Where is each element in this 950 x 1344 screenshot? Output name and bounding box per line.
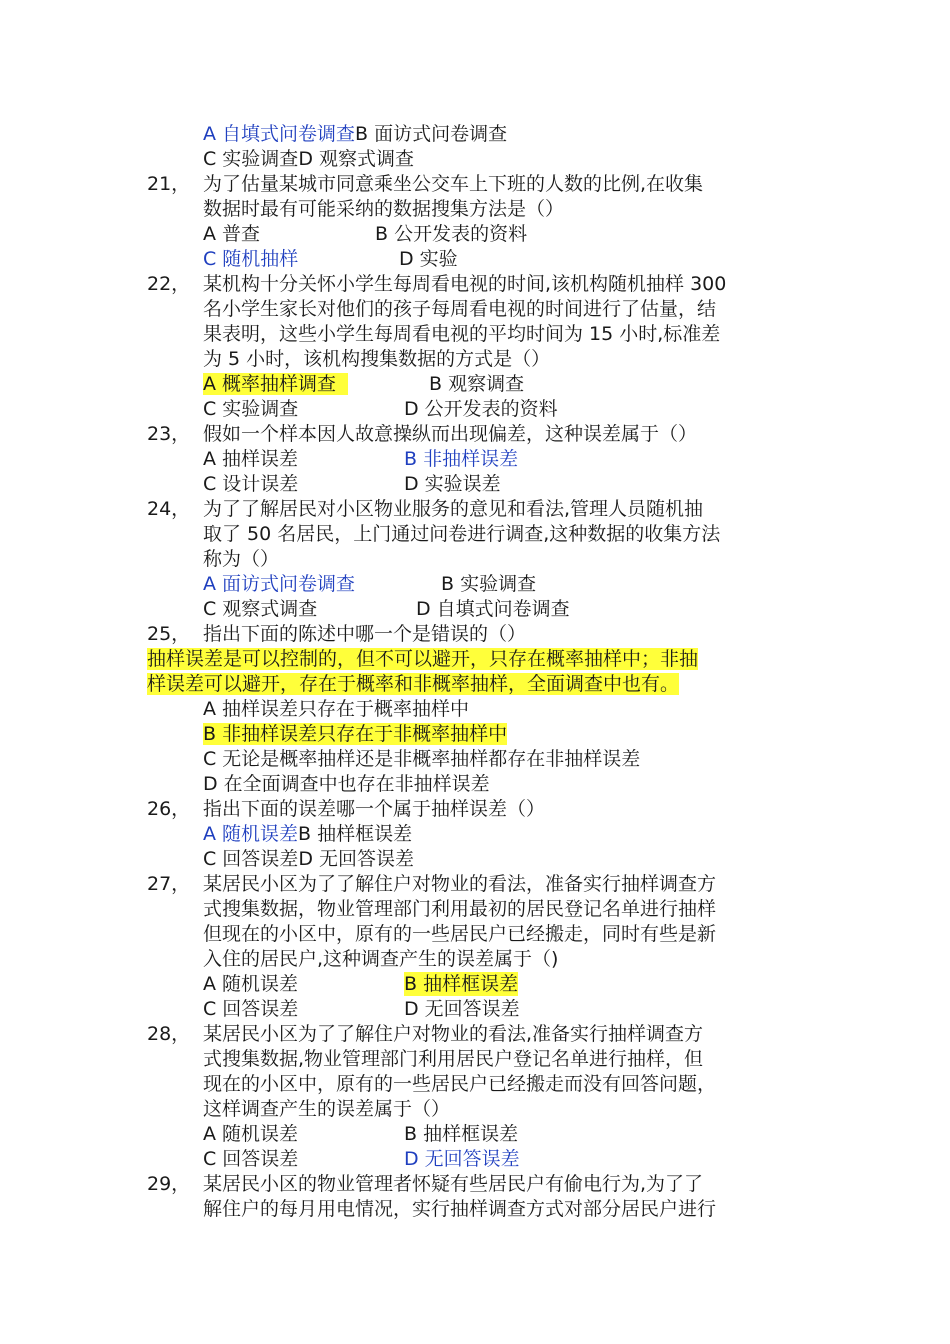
q23-option-a: A 抽样误差 [203, 448, 299, 470]
q25-note-2-text: 样误差可以避开，存在于概率和非概率抽样，全面调查中也有。 [147, 673, 680, 695]
q20-option-c: C 实验调查 [203, 148, 299, 170]
q25-note-1-text: 抽样误差是可以控制的，但不可以避开，只存在概率抽样中；非抽 [147, 648, 699, 670]
q26-option-row-ab [203, 822, 412, 846]
q22-number: 22， [147, 273, 191, 295]
q29-number: 29， [147, 1173, 191, 1195]
q20-option-row-ab [203, 122, 507, 146]
q28-option-d: D 无回答误差 [404, 1148, 520, 1170]
q27-number: 27， [147, 873, 191, 895]
q24-text-2: 取了 50 名居民，上门通过问卷进行调查,这种数据的收集方法 [203, 523, 721, 545]
q24-text-1: 为了了解居民对小区物业服务的意见和看法,管理人员随机抽 [203, 498, 704, 520]
q25-text-1: 指出下面的陈述中哪一个是错误的（） [203, 623, 527, 645]
q28-option-b: B 抽样框误差 [404, 1123, 519, 1145]
q23-option-b: B 非抽样误差 [404, 448, 519, 470]
q21-number: 21， [147, 173, 191, 195]
q25-option-b-row [203, 722, 507, 746]
q27-option-a: A 随机误差 [203, 973, 299, 995]
q20-option-row-cd [203, 147, 414, 171]
q23-number: 23， [147, 423, 191, 445]
q23-option-d: D 实验误差 [404, 473, 501, 495]
q28-text-2: 式搜集数据,物业管理部门利用居民户登记名单进行抽样，但 [203, 1048, 704, 1070]
q25-option-c: C 无论是概率抽样还是非概率抽样都存在非抽样误差 [203, 748, 641, 770]
q24-option-c: C 观察式调查 [203, 598, 318, 620]
q27-option-c: C 回答误差 [203, 998, 299, 1020]
q22-option-a: A 概率抽样调查 [203, 373, 348, 395]
q26-option-row-cd [203, 847, 414, 871]
q26-option-b: B 抽样框误差 [298, 823, 413, 845]
q21-text-2: 数据时最有可能采纳的数据搜集方法是（） [203, 198, 565, 220]
q27-option-row-ab [203, 972, 519, 996]
q28-option-row-ab [203, 1122, 519, 1146]
q22-option-row-cd [203, 397, 558, 421]
q25-note-1 [147, 647, 698, 671]
q22-option-row-ab [203, 372, 525, 396]
q24-option-d: D 自填式问卷调查 [416, 598, 570, 620]
q26-number: 26， [147, 798, 191, 820]
q28-option-c: C 回答误差 [203, 1148, 299, 1170]
q23-option-row-cd [203, 472, 501, 496]
q25-option-d: D 在全面调查中也存在非抽样误差 [203, 773, 490, 795]
q20-option-d: D 观察式调查 [298, 148, 414, 170]
q24-option-a: A 面访式问卷调查 [203, 573, 356, 595]
q27-text-4: 入住的居民户,这种调查产生的误差属于（) [203, 948, 559, 970]
q22-option-c: C 实验调查 [203, 398, 299, 420]
q27-text-3: 但现在的小区中，原有的一些居民户已经搬走，同时有些是新 [203, 923, 717, 945]
q20-option-a: A 自填式问卷调查 [203, 123, 356, 145]
q22-text-4: 为 5 小时，该机构搜集数据的方式是（） [203, 348, 551, 370]
q23-option-c: C 设计误差 [203, 473, 299, 495]
q23-text-1: 假如一个样本因人故意操纵而出现偏差，这种误差属于（） [203, 423, 698, 445]
q28-option-row-cd [203, 1147, 520, 1171]
q22-text-1: 某机构十分关怀小学生每周看电视的时间,该机构随机抽样 300 [203, 273, 727, 295]
q21-option-d: D 实验 [399, 248, 458, 270]
q21-option-c: C 随机抽样 [203, 248, 299, 270]
q25-note-2 [147, 672, 679, 696]
q26-text-1: 指出下面的误差哪一个属于抽样误差（） [203, 798, 546, 820]
q25-number: 25， [147, 623, 191, 645]
q22-text-3: 果表明，这些小学生每周看电视的平均时间为 15 小时,标准差 [203, 323, 721, 345]
q26-option-d: D 无回答误差 [298, 848, 414, 870]
q21-option-b: B 公开发表的资料 [375, 223, 528, 245]
q24-text-3: 称为（） [203, 548, 280, 570]
q24-number: 24， [147, 498, 191, 520]
q28-number: 28， [147, 1023, 191, 1045]
q21-option-a: A 普查 [203, 223, 261, 245]
q27-option-b: B 抽样框误差 [404, 973, 519, 995]
q21-text-1: 为了估量某城市同意乘坐公交车上下班的人数的比例,在收集 [203, 173, 704, 195]
q29-text-2: 解住户的每月用电情况，实行抽样调查方式对部分居民户进行 [203, 1198, 717, 1220]
q25-option-b: B 非抽样误差只存在于非概率抽样中 [203, 723, 508, 745]
q27-text-1: 某居民小区为了了解住户对物业的看法，准备实行抽样调查方 [203, 873, 717, 895]
q27-text-2: 式搜集数据，物业管理部门利用最初的居民登记名单进行抽样 [203, 898, 717, 920]
q20-option-b: B 面访式问卷调查 [355, 123, 508, 145]
q25-option-a: A 抽样误差只存在于概率抽样中 [203, 698, 470, 720]
q22-option-b: B 观察调查 [429, 373, 525, 395]
q23-option-row-ab [203, 447, 519, 471]
q21-option-row-cd [203, 247, 458, 271]
q21-option-row-ab [203, 222, 528, 246]
q29-text-1: 某居民小区的物业管理者怀疑有些居民户有偷电行为,为了了 [203, 1173, 704, 1195]
q22-option-d: D 公开发表的资料 [404, 398, 558, 420]
q28-text-4: 这样调查产生的误差属于（） [203, 1098, 451, 1120]
q26-option-c: C 回答误差 [203, 848, 299, 870]
q28-text-1: 某居民小区为了了解住户对物业的看法,准备实行抽样调查方 [203, 1023, 704, 1045]
q26-option-a: A 随机误差 [203, 823, 299, 845]
q24-option-b: B 实验调查 [441, 573, 537, 595]
q22-text-2: 名小学生家长对他们的孩子每周看电视的时间进行了估量，结 [203, 298, 717, 320]
q27-option-row-cd [203, 997, 520, 1021]
q27-option-d: D 无回答误差 [404, 998, 520, 1020]
q24-option-row-cd [203, 597, 570, 621]
q28-text-3: 现在的小区中，原有的一些居民户已经搬走而没有回答问题， [203, 1073, 717, 1095]
q28-option-a: A 随机误差 [203, 1123, 299, 1145]
q24-option-row-ab [203, 572, 537, 596]
